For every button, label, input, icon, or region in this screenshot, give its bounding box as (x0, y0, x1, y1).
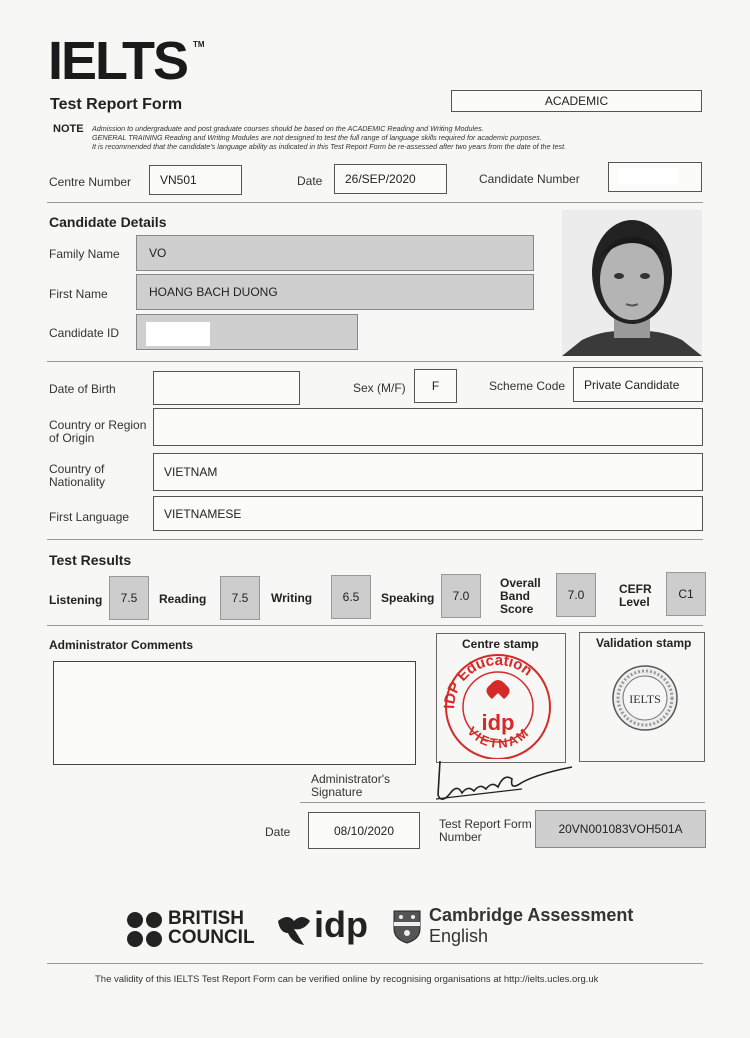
sex-field: F (414, 369, 457, 403)
cambridge-shield-icon (392, 909, 422, 945)
nationality-label (49, 463, 105, 489)
family-name-field: VO (136, 235, 534, 271)
issue-date-field: 08/10/2020 (308, 812, 420, 849)
redaction-candidate-number (618, 168, 678, 184)
idp-bird-icon (274, 911, 312, 949)
overall-label (500, 577, 541, 616)
signature-label-line-1: Administrator's (311, 772, 390, 786)
overall-label-line-1: Overall (500, 576, 541, 590)
centre-number-label: Centre Number (49, 175, 132, 189)
centre-number-field: VN501 (149, 165, 242, 195)
centre-stamp-bottom-text: VIETNAM (464, 723, 533, 752)
first-language-label: First Language (49, 510, 130, 524)
trf-number-field: 20VN001083VOH501A (535, 810, 706, 848)
origin-label (49, 419, 146, 445)
sex-label: Sex (M/F) (353, 381, 406, 395)
speaking-score: 7.0 (441, 574, 481, 618)
candidate-number-label: Candidate Number (479, 172, 580, 186)
signature-line (300, 802, 705, 803)
form-title: Test Report Form (50, 96, 183, 113)
administrator-comments-box (53, 661, 416, 765)
validation-stamp-label: Validation stamp (596, 636, 692, 650)
test-date-field: 26/SEP/2020 (334, 164, 447, 194)
centre-stamp-logo: idp (481, 710, 515, 735)
nationality-label-line-1: Country of (49, 462, 105, 476)
cefr-label-line-1: CEFR (619, 582, 652, 596)
origin-label-line-2: of Origin (49, 431, 95, 445)
signature-label (311, 773, 390, 799)
nationality-label-line-2: Nationality (49, 475, 106, 489)
cefr-label-line-2: Level (619, 595, 650, 609)
speaking-label: Speaking (381, 591, 435, 605)
scheme-code-field: Private Candidate (573, 367, 703, 402)
overall-score: 7.0 (556, 573, 596, 617)
listening-label: Listening (49, 593, 103, 607)
origin-field (153, 408, 703, 446)
british-council-line-2: COUNCIL (168, 927, 255, 948)
family-name-label: Family Name (49, 247, 120, 261)
first-language-field: VIETNAMESE (153, 496, 703, 531)
issue-date-label: Date (265, 825, 291, 839)
divider-4 (47, 625, 703, 626)
listening-score: 7.5 (109, 576, 149, 620)
centre-stamp-seal (440, 653, 556, 759)
british-council-wordmark (168, 909, 255, 947)
reading-score: 7.5 (220, 576, 260, 620)
cambridge-line-2: English (429, 926, 489, 946)
ielts-logo: IELTS (48, 31, 188, 91)
validation-seal-text: IELTS (629, 692, 661, 706)
centre-stamp-label: Centre stamp (462, 637, 539, 651)
note-label: NOTE (53, 123, 84, 135)
origin-label-line-1: Country or Region (49, 418, 147, 432)
overall-label-line-3: Score (500, 602, 534, 616)
note-text (92, 124, 692, 151)
writing-score: 6.5 (331, 575, 371, 619)
signature-label-line-2: Signature (311, 785, 363, 799)
cambridge-wordmark (429, 905, 633, 947)
idp-wordmark: idp (314, 904, 368, 945)
note-line-3: It is recommended that the candidate's language ability as indicated in this Test Report Form be re-assessed after two years from the date of the test. (92, 142, 567, 151)
cefr-level: C1 (666, 572, 706, 616)
nationality-field: VIETNAM (153, 453, 703, 491)
trf-number-label-line-2: Number (439, 830, 482, 844)
candidate-details-heading: Candidate Details (49, 214, 167, 230)
validity-note: The validity of this IELTS Test Report Form can be verified online by recognising organisations at http://ielts.ucles.org.uk (95, 974, 599, 985)
first-name-field: HOANG BACH DUONG (136, 274, 534, 310)
validation-seal (611, 664, 679, 732)
footer-divider (47, 963, 703, 964)
divider-2 (47, 361, 703, 362)
centre-stamp-top-text: IDP Education (440, 653, 536, 710)
redaction-candidate-id (146, 322, 210, 346)
overall-label-line-2: Band (500, 589, 530, 603)
first-name-label: First Name (49, 287, 108, 301)
note-line-1: Admission to undergraduate and post graduate courses should be based on the ACADEMIC Reading and Writing Modules. (92, 124, 484, 133)
administrator-comments-label: Administrator Comments (49, 638, 194, 652)
cambridge-line-1: Cambridge Assessment (429, 905, 634, 925)
divider-3 (47, 539, 703, 540)
date-label: Date (297, 174, 323, 188)
writing-label: Writing (271, 591, 313, 605)
reading-label: Reading (159, 592, 207, 606)
cefr-label (619, 583, 652, 609)
trf-number-label (439, 818, 532, 844)
module-box: ACADEMIC (451, 90, 702, 112)
candidate-id-label: Candidate ID (49, 326, 120, 340)
candidate-photo (562, 210, 702, 356)
note-line-2: GENERAL TRAINING Reading and Writing Modules are not designed to test the full range of language skills required for academic purposes. (92, 133, 542, 142)
dob-label: Date of Birth (49, 382, 116, 396)
divider-1 (47, 202, 703, 203)
british-council-icon (126, 911, 164, 949)
british-council-line-1: BRITISH (168, 908, 244, 929)
trademark-mark: TM (193, 40, 205, 49)
trf-number-label-line-1: Test Report Form (439, 817, 532, 831)
scheme-code-label: Scheme Code (489, 379, 566, 393)
test-results-heading: Test Results (49, 552, 132, 568)
dob-field (153, 371, 300, 405)
